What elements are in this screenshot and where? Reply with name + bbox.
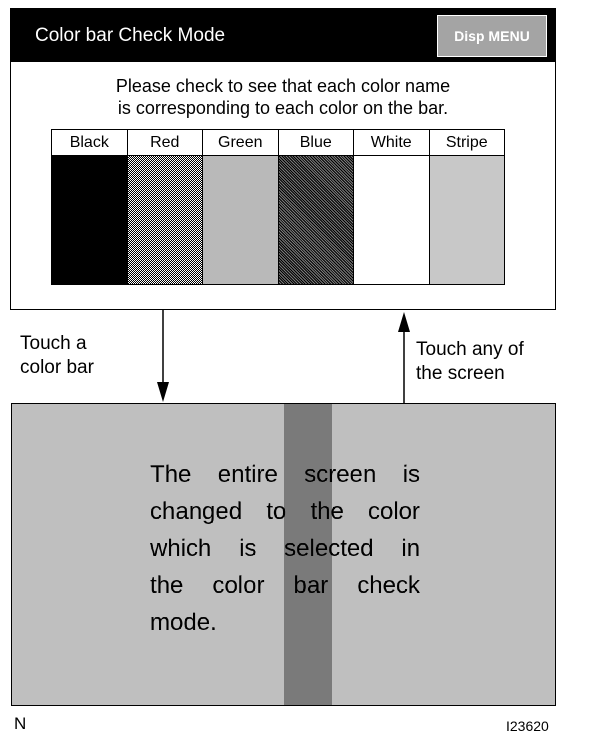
instruction-line: Please check to see that each color name bbox=[115, 76, 451, 96]
touch-screen-label bbox=[416, 338, 524, 386]
screen-title: Color bar Check Mode bbox=[35, 25, 226, 46]
color-bar-label: Black bbox=[52, 130, 127, 156]
arrow-down-icon bbox=[157, 310, 169, 402]
color-bar-label: Green bbox=[203, 130, 278, 156]
label-line: Touch any of bbox=[416, 339, 524, 360]
label-line: the screen bbox=[416, 363, 505, 384]
color-swatch-white[interactable] bbox=[354, 156, 429, 284]
full-color-screen[interactable] bbox=[11, 403, 556, 706]
label-line: Touch a bbox=[20, 333, 87, 354]
result-line: changed to the color bbox=[150, 498, 420, 525]
result-line: mode. bbox=[150, 609, 217, 636]
result-description bbox=[150, 456, 420, 641]
corner-label: N bbox=[14, 714, 27, 733]
color-bar-label: Stripe bbox=[430, 130, 505, 156]
figure-id: I23620 bbox=[506, 718, 549, 734]
color-bar-check-screen bbox=[10, 8, 556, 310]
instruction-text bbox=[11, 75, 555, 119]
color-bar-label: Red bbox=[128, 130, 203, 156]
color-bar-green[interactable] bbox=[202, 130, 278, 284]
instruction-line: is corresponding to each color on the bar. bbox=[117, 98, 449, 118]
result-line: which is selected in bbox=[150, 535, 420, 562]
color-bar-stripe[interactable] bbox=[429, 130, 505, 284]
color-bar-black[interactable] bbox=[52, 130, 127, 284]
disp-menu-button[interactable]: Disp MENU bbox=[437, 15, 547, 57]
touch-color-bar-label bbox=[20, 332, 94, 380]
label-line: color bar bbox=[20, 357, 94, 378]
color-bar-blue[interactable] bbox=[278, 130, 354, 284]
result-line: the color bar check bbox=[150, 572, 420, 599]
screen-header bbox=[11, 9, 555, 62]
color-bar-label: White bbox=[354, 130, 429, 156]
color-swatch-blue[interactable] bbox=[279, 156, 354, 284]
color-swatch-green[interactable] bbox=[203, 156, 278, 284]
color-swatch-red[interactable] bbox=[128, 156, 203, 284]
color-bar-label: Blue bbox=[279, 130, 354, 156]
color-bar-table bbox=[51, 129, 505, 285]
color-swatch-stripe[interactable] bbox=[430, 156, 505, 284]
color-swatch-black[interactable] bbox=[52, 156, 127, 284]
arrow-up-icon bbox=[398, 312, 410, 403]
color-bar-white[interactable] bbox=[353, 130, 429, 284]
result-line: The entire screen is bbox=[150, 461, 420, 488]
color-bar-red[interactable] bbox=[127, 130, 203, 284]
